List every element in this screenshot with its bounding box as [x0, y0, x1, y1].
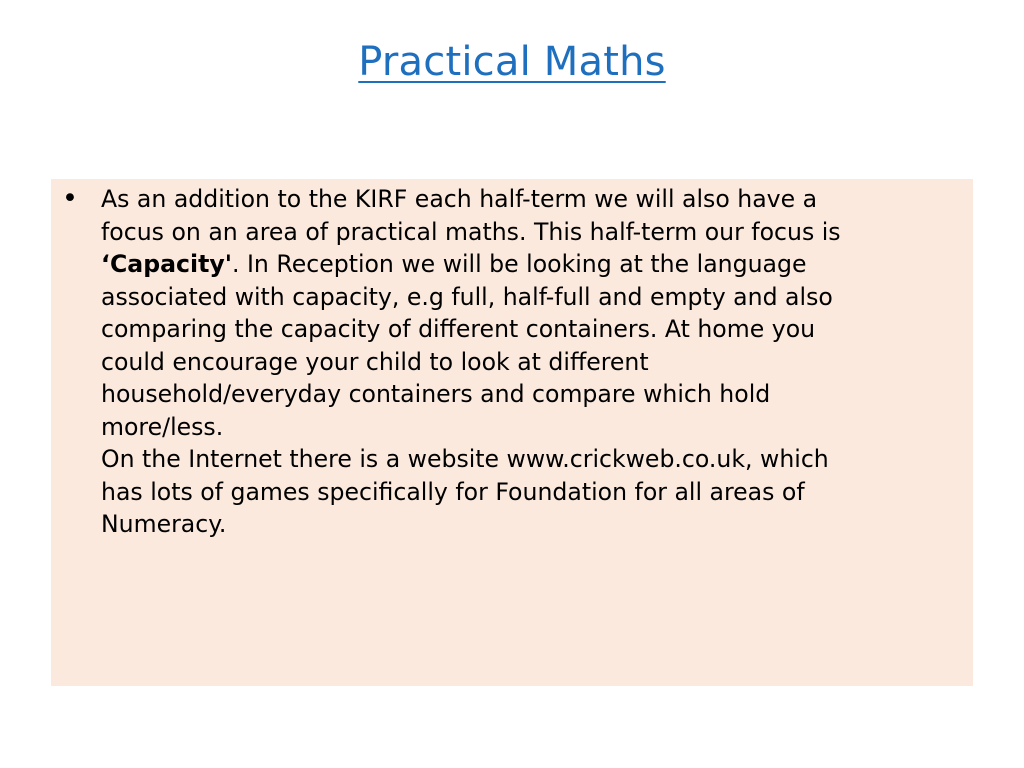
paragraph-line: associated with capacity, e.g full, half-full and empty and also	[101, 282, 833, 311]
paragraph-line: comparing the capacity of different containers. At home you	[101, 315, 816, 343]
paragraph-line: As an addition to the KIRF each half-term we will also have a	[101, 185, 818, 213]
paragraph-line: more/less.	[101, 412, 224, 441]
slide-title: Practical Maths	[358, 39, 666, 85]
bullet-marker: •	[62, 183, 78, 214]
paragraph-line: Numeracy.	[101, 510, 227, 538]
paragraph-line: focus on an area of practical maths. This half-term our focus is	[101, 217, 841, 246]
bullet-text	[101, 183, 969, 541]
content-box	[51, 179, 973, 686]
paragraph-line: has lots of games specifically for Foundation for all areas of	[101, 477, 805, 506]
paragraph-line: could encourage your child to look at different	[101, 347, 649, 376]
paragraph-line-rest: . In Reception we will be looking at the language	[231, 250, 807, 278]
capacity-emphasis: ‘Capacity'	[101, 250, 232, 278]
paragraph-line: On the Internet there is a website www.crickweb.co.uk, which	[101, 445, 829, 473]
paragraph-line	[101, 248, 969, 281]
paragraph-line: household/everyday containers and compare which hold	[101, 380, 771, 408]
